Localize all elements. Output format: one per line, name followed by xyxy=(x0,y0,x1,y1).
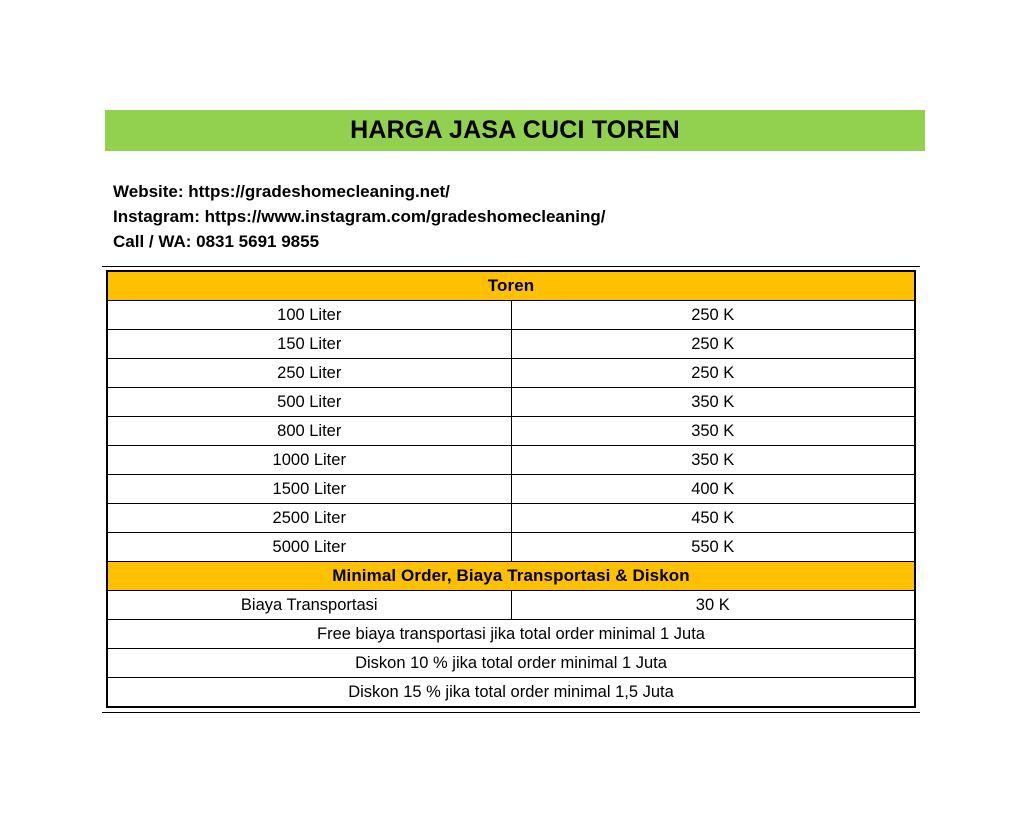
table-row xyxy=(107,620,915,649)
toren-item-label: 500 Liter xyxy=(107,388,511,417)
toren-item-price: 250 K xyxy=(511,301,915,330)
table-row xyxy=(107,504,915,533)
toren-item-label: 2500 Liter xyxy=(107,504,511,533)
terms-note: Diskon 10 % jika total order minimal 1 Juta xyxy=(107,649,915,678)
terms-note: Diskon 15 % jika total order minimal 1,5 Juta xyxy=(107,678,915,708)
table-row xyxy=(107,359,915,388)
toren-item-price: 350 K xyxy=(511,446,915,475)
table-row xyxy=(107,475,915,504)
table-row xyxy=(107,446,915,475)
toren-item-label: 5000 Liter xyxy=(107,533,511,562)
toren-item-label: 800 Liter xyxy=(107,417,511,446)
table-row xyxy=(107,678,915,708)
toren-item-price: 400 K xyxy=(511,475,915,504)
table-row xyxy=(107,330,915,359)
contact-phone: Call / WA: 0831 5691 9855 xyxy=(113,232,320,251)
title-banner xyxy=(105,110,925,151)
toren-item-label: 100 Liter xyxy=(107,301,511,330)
toren-item-price: 550 K xyxy=(511,533,915,562)
toren-item-label: 1500 Liter xyxy=(107,475,511,504)
table-row xyxy=(107,301,915,330)
toren-item-label: 1000 Liter xyxy=(107,446,511,475)
price-table xyxy=(106,270,916,708)
toren-item-price: 250 K xyxy=(511,359,915,388)
page-title: HARGA JASA CUCI TOREN xyxy=(350,116,680,144)
section-header-toren xyxy=(107,271,915,301)
table-row xyxy=(107,533,915,562)
table-row xyxy=(107,649,915,678)
terms-item-label: Biaya Transportasi xyxy=(107,591,511,620)
toren-item-label: 250 Liter xyxy=(107,359,511,388)
table-row xyxy=(107,388,915,417)
table-row xyxy=(107,417,915,446)
toren-item-price: 450 K xyxy=(511,504,915,533)
toren-item-price: 350 K xyxy=(511,388,915,417)
toren-item-label: 150 Liter xyxy=(107,330,511,359)
toren-item-price: 250 K xyxy=(511,330,915,359)
terms-item-price: 30 K xyxy=(511,591,915,620)
table-row xyxy=(107,591,915,620)
toren-item-price: 350 K xyxy=(511,417,915,446)
contact-instagram: Instagram: https://www.instagram.com/gradeshomecleaning/ xyxy=(113,207,606,226)
terms-note: Free biaya transportasi jika total order minimal 1 Juta xyxy=(107,620,915,649)
price-table-wrapper xyxy=(106,270,916,708)
section-header-terms-label: Minimal Order, Biaya Transportasi & Diskon xyxy=(107,562,915,591)
contact-website: Website: https://gradeshomecleaning.net/ xyxy=(113,182,450,201)
contact-block xyxy=(113,179,943,254)
section-header-terms xyxy=(107,562,915,591)
section-header-toren-label: Toren xyxy=(107,271,915,301)
